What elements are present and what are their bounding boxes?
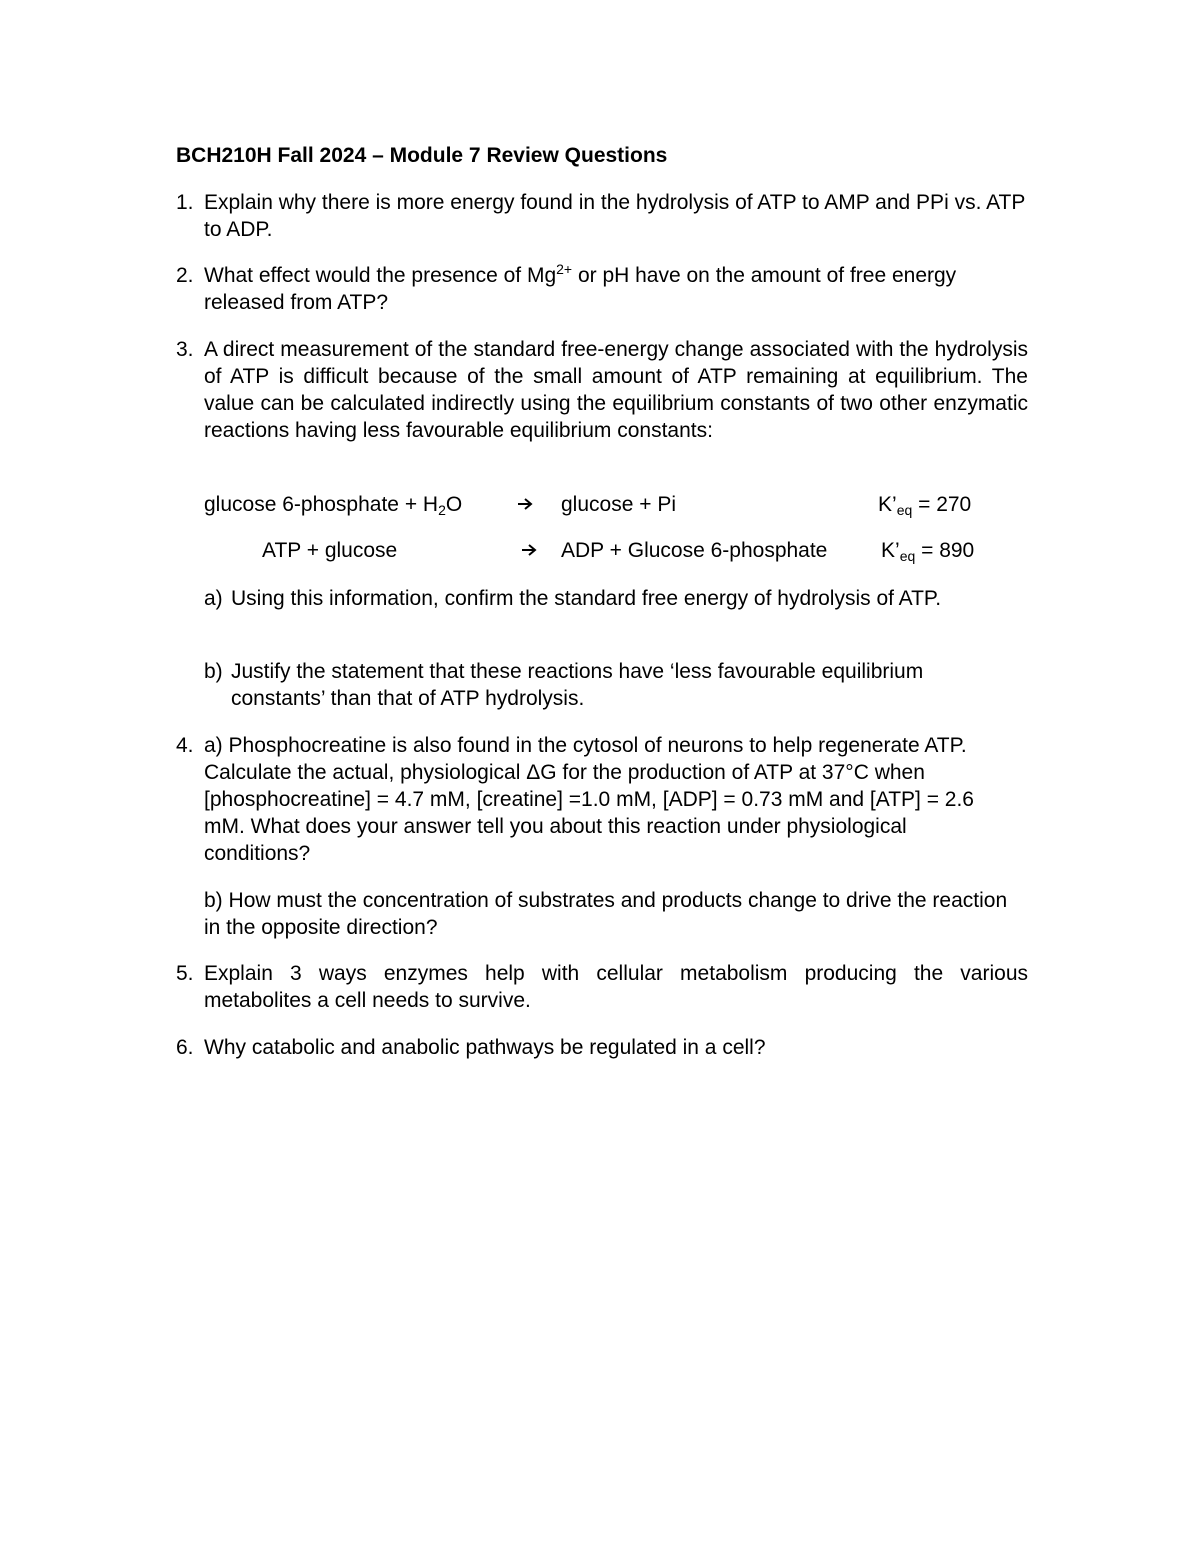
question-3 [176,336,1028,444]
part-text: Justify the statement that these reactions have ‘less favourable equilibrium constants’ than that of ATP hydrolysis. [231,660,924,710]
question-number: 1. [176,191,194,214]
reaction-arrow-icon [521,537,537,564]
part-text: b) How must the concentration of substrates and products change to drive the reaction in the opposite direction? [204,889,1008,939]
superscript: 2+ [556,261,573,277]
part-label: a) [204,587,223,610]
question-number: 3. [176,338,194,361]
question-text: Explain why there is more energy found in the hydrolysis of ATP to AMP and PPi vs. ATP to ADP. [204,191,1025,241]
part-label: a) [204,734,223,757]
question-4 [176,732,1028,867]
question-number: 5. [176,962,194,985]
part-label: b) [204,889,223,912]
question-number: 2. [176,264,194,287]
reaction-1-reactants: glucose 6-phosphate + $H_2O$ [204,493,463,518]
question-text: Explain 3 ways enzymes help with cellular metabolism producing the various metabolites a cell needs to survive. [204,962,1028,1012]
reaction-2-products: ADP + Glucose 6-phosphate [561,539,828,562]
reaction-1-equilibrium-constant: $K’_{eq} = 270$ [878,493,972,518]
question-6 [176,1034,1028,1061]
question-number: 4. [176,734,194,757]
part-text: Phosphocreatine is also found in the cytosol of neurons to help regenerate ATP. Calculate the actual, physiological ΔG for the production of ATP at 37°C when [phosphocreatine] = 4.7 mM, [creatine] =1.0 mM, [ADP] = 0.73 mM and [ATP] = 2.6 mM. What does your answer tell you about this reaction under physiological conditions? [204,734,974,865]
question-2 [176,262,1028,316]
question-number: 6. [176,1036,194,1059]
reaction-arrow-icon [517,491,533,518]
reaction-2-reactants: ATP + glucose [262,539,398,562]
reaction-2-equilibrium-constant: $K’_{eq} = 890$ [881,539,975,564]
question-5 [176,960,1028,1014]
part-text: Using this information, confirm the standard free energy of hydrolysis of ATP. [231,587,942,610]
question-1 [176,189,1028,243]
question-text: What effect would the presence of $Mg^{2+}$ or pH have on the amount of free energy released from ATP? [204,261,957,314]
page-title: BCH210H Fall 2024 – Module 7 Review Questions [176,144,668,167]
reaction-1-products: glucose + Pi [561,493,676,516]
question-4-part-b [176,887,1028,941]
question-4-part-a [204,732,1016,867]
question-text: A direct measurement of the standard free-energy change associated with the hydrolysis of ATP is difficult because of the small amount of ATP remaining at equilibrium. The value can be calculated indirectly using the equilibrium constants of two other enzymatic reactions having less favourable equilibrium constants: [204,338,1028,442]
question-3-part-b [204,658,1016,712]
part-label: b) [204,660,223,683]
question-3-part-a [204,585,1004,612]
question-text: Why catabolic and anabolic pathways be regulated in a cell? [204,1036,766,1059]
